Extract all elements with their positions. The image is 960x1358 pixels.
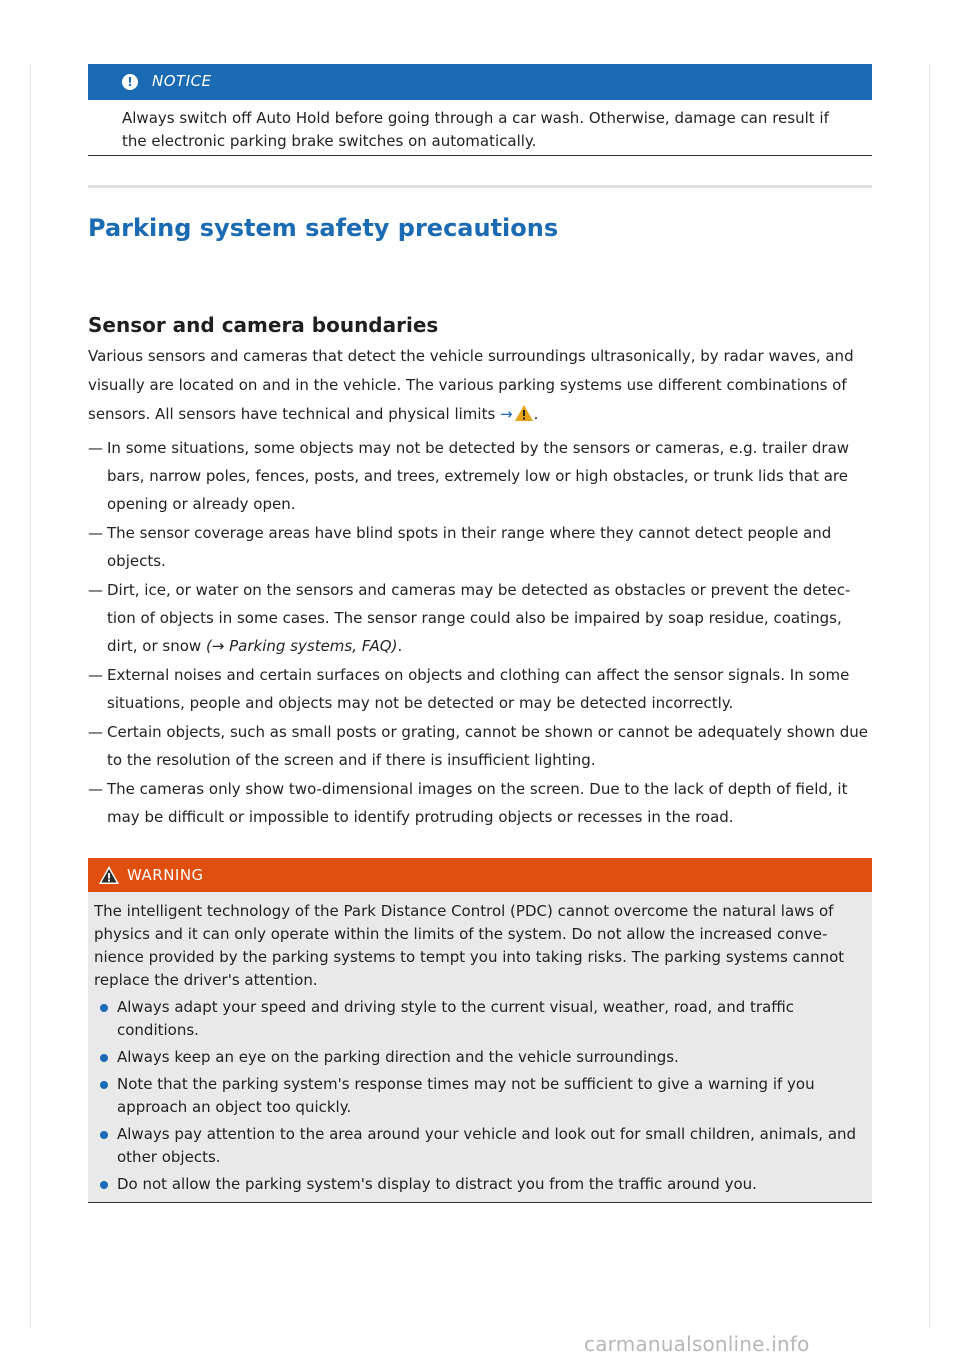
dash-mark: — <box>88 780 103 798</box>
warning-triangle-icon <box>98 865 120 885</box>
bullet-dot <box>100 1004 108 1012</box>
warning-box <box>88 858 872 1203</box>
bullet-item <box>94 1046 866 1069</box>
bullet-item <box>94 1173 866 1196</box>
page-content <box>88 64 872 1203</box>
notice-divider <box>88 155 872 156</box>
intro-end: . <box>533 405 539 423</box>
arrow-icon: → <box>500 405 513 423</box>
bullet-item <box>94 1123 866 1169</box>
warning-reference-icon[interactable] <box>514 404 534 422</box>
notice-box <box>88 64 872 156</box>
list-item <box>88 434 872 518</box>
dash-mark: — <box>88 581 103 599</box>
intro-text: Various sensors and cameras that detect the vehicle surroundings ultrasonically, by radar waves, and visually are located on and in the vehicle. The various parking systems use different combinations of sensors. All sensors have technical and physical limits <box>88 347 854 423</box>
crossref-end: . <box>397 637 403 655</box>
list-item <box>88 775 872 831</box>
notice-body: Always switch off Auto Hold before going through a car wash. Otherwise, damage can result if the electronic parking brake switches on automatically. <box>122 109 829 150</box>
exclamation-icon: ! <box>122 74 138 90</box>
list-item-text: The cameras only show two-dimensional images on the screen. Due to the lack of depth of field, it may be difficult or impossible to identify protruding objects or recesses in the road. <box>107 780 848 826</box>
bullet-text: Always keep an eye on the parking direction and the vehicle surroundings. <box>117 1048 679 1066</box>
bullet-text: Always adapt your speed and driving style to the current visual, weather, road, and traffic conditions. <box>117 998 795 1039</box>
bullet-dot <box>100 1181 108 1189</box>
bullet-item <box>94 1073 866 1119</box>
section-separator <box>88 185 872 188</box>
warning-body <box>88 892 872 1202</box>
notice-title: NOTICE <box>152 72 212 90</box>
list-item <box>88 718 872 774</box>
list-item <box>88 519 872 575</box>
bullet-text: Note that the parking system's response times may not be sufficient to give a warning if you approach an object too quickly. <box>117 1075 815 1116</box>
bullet-dot <box>100 1131 108 1139</box>
warning-title: WARNING <box>127 866 204 884</box>
bullet-item <box>94 996 866 1042</box>
dash-mark: — <box>88 524 103 542</box>
intro-paragraph <box>88 342 872 429</box>
list-item-text: Dirt, ice, or water on the sensors and cameras may be detected as obstacles or prevent the detec-tion of objects in some cases. The sensor range could also be impaired by soap residue, coatings, dirt, or snow <box>107 581 851 655</box>
bullet-text: Always pay attention to the area around your vehicle and look out for small children, animals, and other objects. <box>117 1125 857 1166</box>
bullet-text: Do not allow the parking system's display to distract you from the traffic around you. <box>117 1175 757 1193</box>
warning-text: The intelligent technology of the Park Distance Control (PDC) cannot overcome the natural laws of physics and it can only operate within the limits of the system. Do not allow the increased conve-nience provided by the parking systems to tempt you into taking risks. The parking systems cannot replace the driver's attention. <box>94 902 845 989</box>
dash-mark: — <box>88 666 103 684</box>
warning-header <box>88 858 872 892</box>
list-item <box>88 576 872 660</box>
bullet-dot <box>100 1081 108 1089</box>
bullet-dot <box>100 1054 108 1062</box>
page-edge-right <box>929 64 930 1328</box>
site-watermark: carmanualsonline.info <box>584 1332 810 1356</box>
list-item-text: External noises and certain surfaces on objects and clothing can affect the sensor signals. In some situations, people and objects may not be detected or may be detected incorrectly. <box>107 666 850 712</box>
notice-header <box>88 64 872 100</box>
page-edge-left <box>30 64 31 1328</box>
dash-mark: — <box>88 723 103 741</box>
subsection-heading: Sensor and camera boundaries <box>88 313 439 337</box>
dash-mark: — <box>88 439 103 457</box>
warning-bullets <box>94 996 866 1196</box>
section-heading: Parking system safety precautions <box>88 214 559 242</box>
list-item-text: Certain objects, such as small posts or grating, cannot be shown or cannot be adequately shown due to the resolution of the screen and if there is insufficient lighting. <box>107 723 869 769</box>
list-item-text: In some situations, some objects may not be detected by the sensors or cameras, e.g. trailer draw bars, narrow poles, fences, posts, and trees, extremely low or high obstacles, or trunk lids that are opening or already open. <box>107 439 850 513</box>
list-item-text: The sensor coverage areas have blind spots in their range where they cannot detect people and objects. <box>107 524 832 570</box>
faq-crossref-link[interactable]: (→ Parking systems, FAQ) <box>205 637 398 655</box>
list-item <box>88 661 872 717</box>
limitations-list <box>88 434 872 831</box>
